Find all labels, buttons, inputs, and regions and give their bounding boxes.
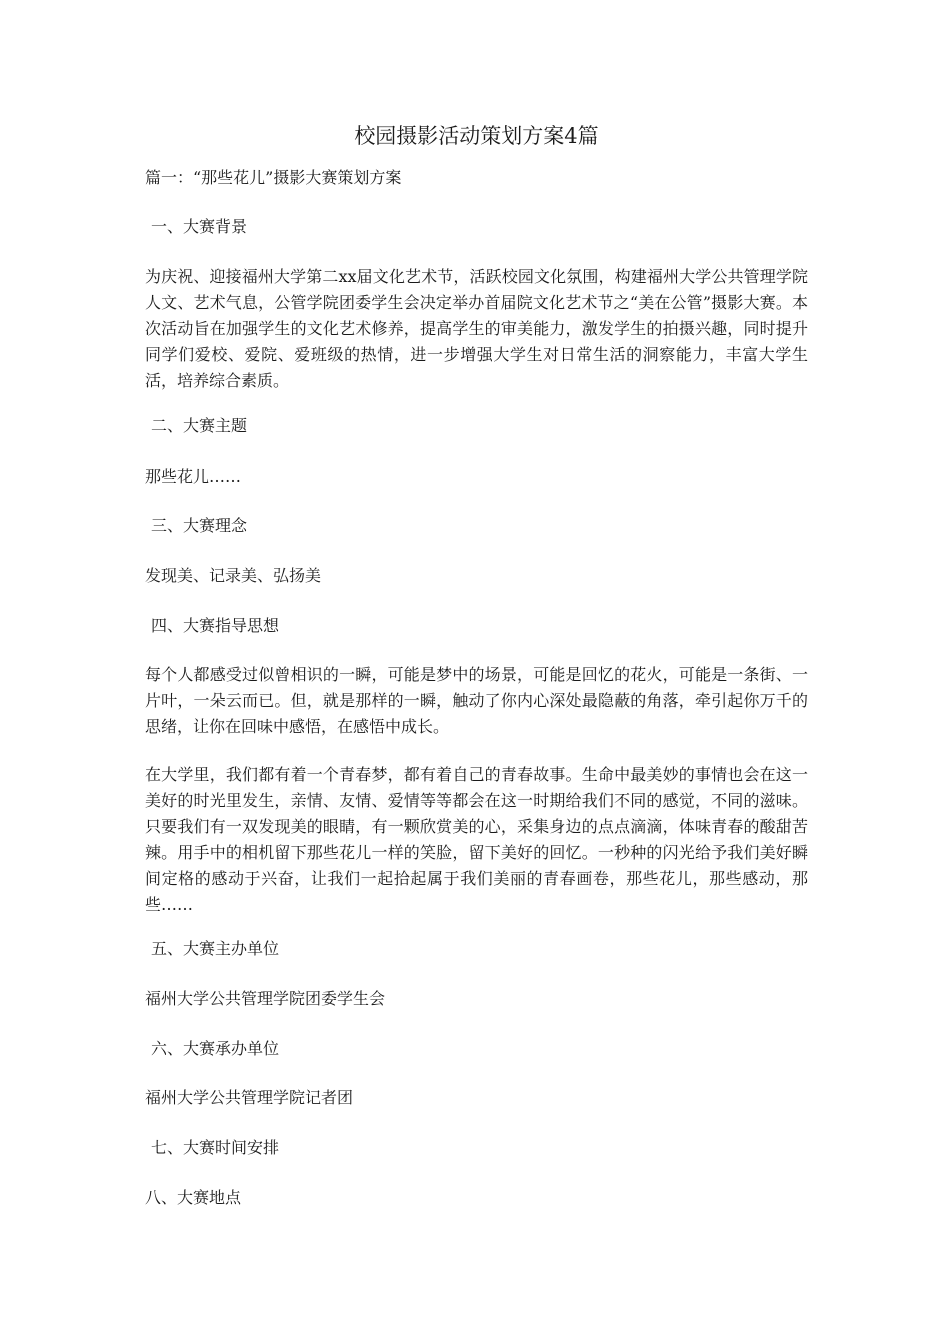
- paragraph-co-organizer: 福州大学公共管理学院记者团: [145, 1088, 354, 1107]
- section-heading-co-organizer: 六、大赛承办单位: [151, 1039, 280, 1058]
- paragraph-theme: 那些花儿……: [145, 467, 242, 486]
- document-title: 校园摄影活动策划方案4篇: [354, 124, 599, 148]
- section-heading-guiding-idea: 四、大赛指导思想: [151, 616, 280, 635]
- paragraph-organizer: 福州大学公共管理学院团委学生会: [145, 989, 386, 1008]
- section-heading-venue: 八、大赛地点: [145, 1188, 242, 1207]
- part-one-title: 篇一：“那些花儿”摄影大赛策划方案: [145, 168, 402, 187]
- section-heading-background: 一、大赛背景: [151, 217, 248, 236]
- section-heading-organizer: 五、大赛主办单位: [151, 939, 280, 958]
- section-heading-schedule: 七、大赛时间安排: [151, 1138, 280, 1157]
- section-heading-concept: 三、大赛理念: [151, 516, 248, 535]
- paragraph-guiding-idea-1: 每个人都感受过似曾相识的一瞬，可能是梦中的场景，可能是回忆的花火，可能是一条街、一片叶，一朵云而已。但，就是那样的一瞬，触动了你内心深处最隐蔽的角落，牵引起你万千的思绪，让你在回味中感悟，在感悟中成长。: [145, 665, 808, 736]
- paragraph-guiding-idea-2: 在大学里，我们都有着一个青春梦，都有着自己的青春故事。生命中最美妙的事情也会在这一美好的时光里发生，亲情、友情、爱情等等都会在这一时期给我们不同的感觉，不同的滋味。只要我们有一双发现美的眼睛，有一颗欣赏美的心，采集身边的点点滴滴，体味青春的酸甜苦辣。用手中的相机留下那些花儿一样的笑脸，留下美好的回忆。一秒种的闪光给予我们美好瞬间定格的感动于兴奋，让我们一起拾起属于我们美丽的青春画卷，那些花儿，那些感动，那些……: [145, 765, 808, 914]
- paragraph-background: 为庆祝、迎接福州大学第二xx届文化艺术节，活跃校园文化氛围，构建福州大学公共管理学院人文、艺术气息，公管学院团委学生会决定举办首届院文化艺术节之“美在公管”摄影大赛。本次活动旨在加强学生的文化艺术修养，提高学生的审美能力，激发学生的拍摄兴趣，同时提升同学们爱校、爱院、爱班级的热情，进一步增强大学生对日常生活的洞察能力，丰富大学生活，培养综合素质。: [145, 267, 808, 390]
- paragraph-concept: 发现美、记录美、弘扬美: [145, 566, 322, 585]
- section-heading-theme: 二、大赛主题: [151, 416, 248, 435]
